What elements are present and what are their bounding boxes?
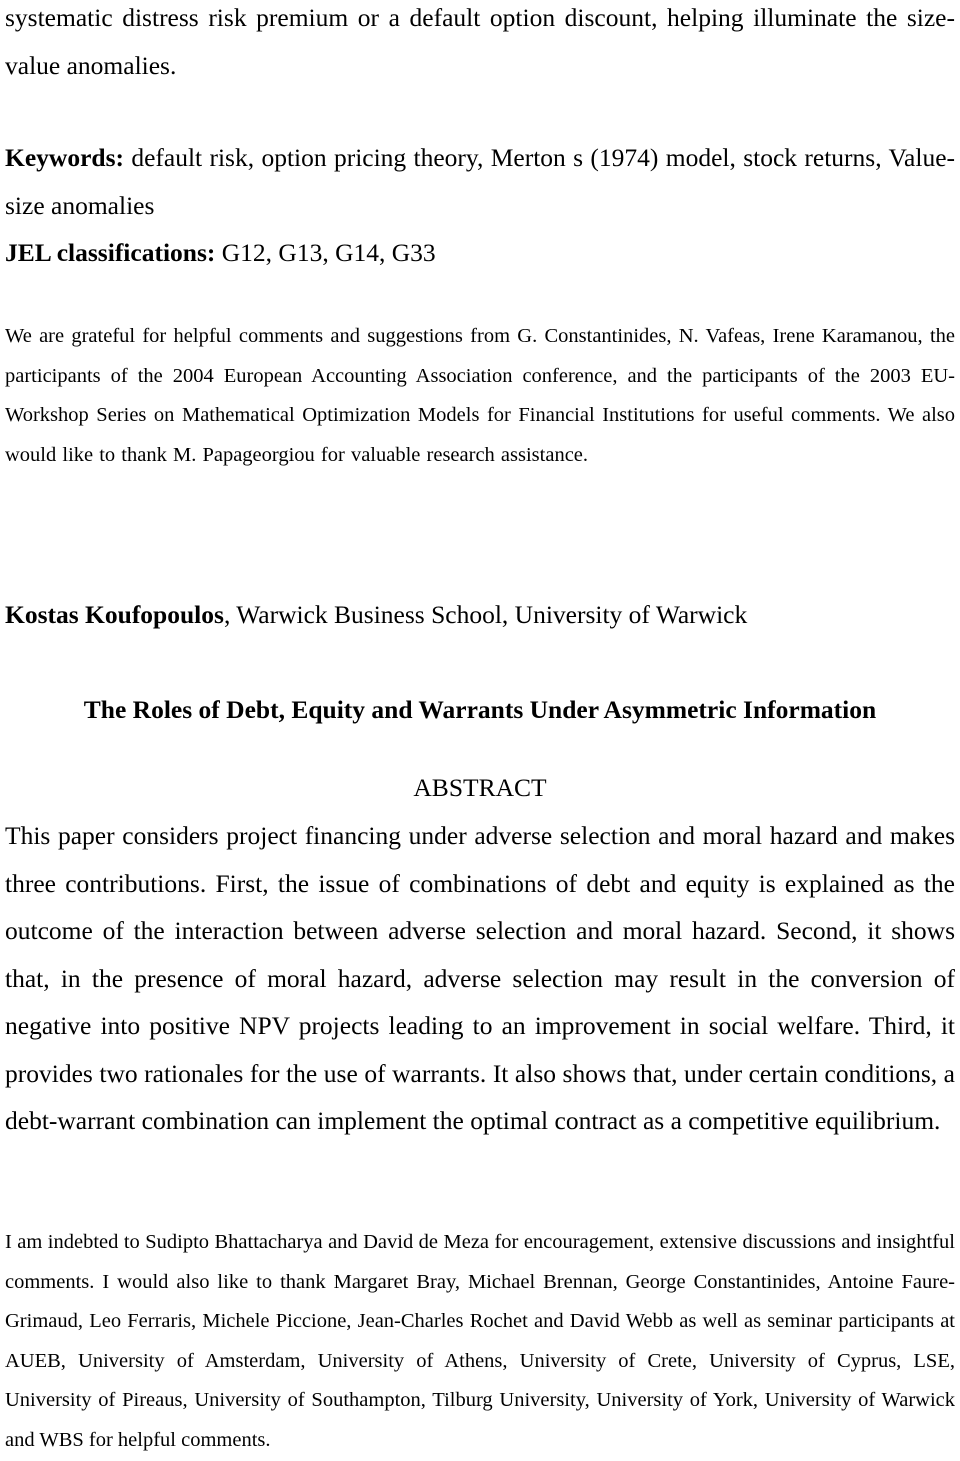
keywords-text: default risk, option pricing theory, Merton s (1974) model, stock returns, Value-size anomalies <box>5 143 955 220</box>
previous-paragraph-ending: systematic distress risk premium or a default option discount, helping illuminate the size-value anomalies. <box>5 3 955 80</box>
acknowledgement-paragraph-2: I am indebted to Sudipto Bhattacharya and David de Meza for encouragement, extensive discussions and insightful comments. I would also like to thank Margaret Bray, Michael Brennan, George Constantinides, Antoine Faure-Grimaud, Leo Ferraris, Michele Piccione, Jean-Charles Rochet and David Webb as well as seminar participants at AUEB, University of Amsterdam, University of Athens, University of Crete, University of Cyprus, LSE, University of Pireaus, University of Southampton, Tilburg University, University of York, University of Warwick and WBS for helpful comments. <box>5 1231 955 1451</box>
author-affiliation: , Warwick Business School, University of Warwick <box>223 600 748 629</box>
paper-title: The Roles of Debt, Equity and Warrants Under Asymmetric Information <box>83 695 877 724</box>
jel-classifications <box>5 229 955 277</box>
abstract-heading: ABSTRACT <box>413 773 547 802</box>
jel-label: JEL classifications: <box>5 238 216 267</box>
keywords-label: Keywords: <box>5 143 124 172</box>
author-line <box>5 595 955 635</box>
abstract-body: This paper considers project financing under adverse selection and moral hazard and makes three contributions. First, the issue of combinations of debt and equity is explained as the outcome of the interaction between adverse selection and moral hazard. Second, it shows that, in the presence of moral hazard, adverse selection may result in the conversion of negative into positive NPV projects leading to an improvement in social welfare. Third, it provides two rationales for the use of warrants. It also shows that, under certain conditions, a debt-warrant combination can implement the optimal contract as a competitive equilibrium. <box>5 821 955 1135</box>
keywords-paragraph <box>5 134 955 229</box>
jel-codes: G12, G13, G14, G33 <box>215 238 436 267</box>
author-name: Kostas Koufopoulos <box>5 600 224 629</box>
acknowledgement-paragraph-1: We are grateful for helpful comments and suggestions from G. Constantinides, N. Vafeas, Irene Karamanou, the participants of the 2004 European Accounting Association conference, and the participants of the 2003 EU-Workshop Series on Mathematical Optimization Models for Financial Institutions for useful comments. We also would like to thank M. Papageorgiou for valuable research assistance. <box>5 325 955 466</box>
